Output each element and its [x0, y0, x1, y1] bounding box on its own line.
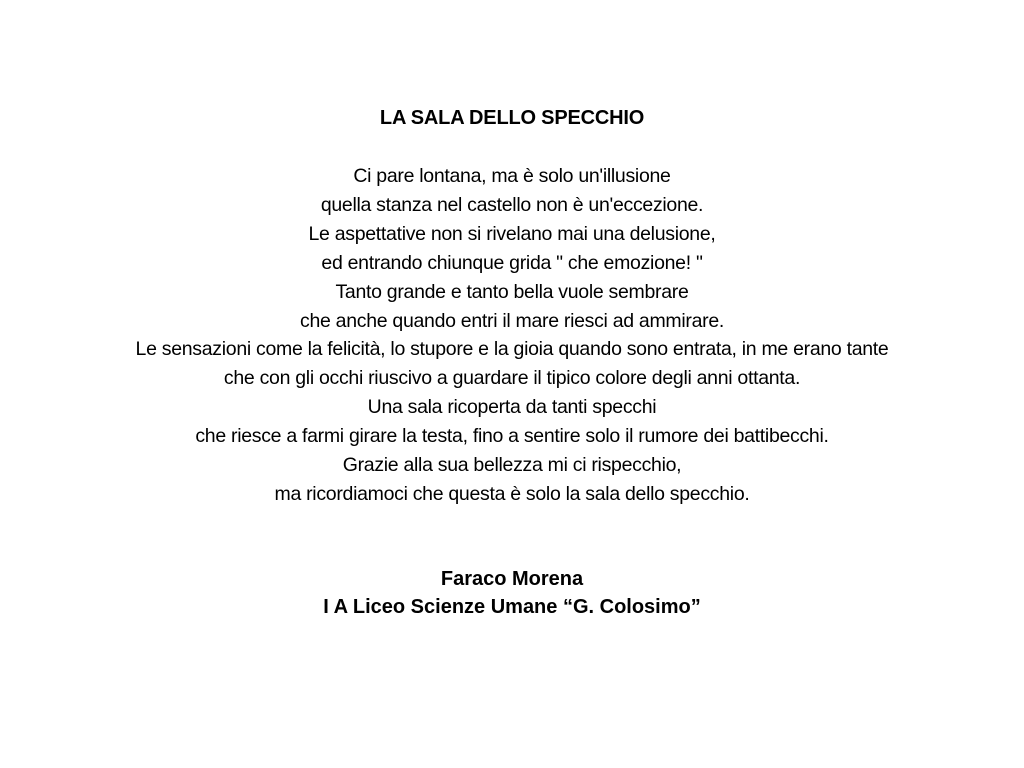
author-class: I A Liceo Scienze Umane “G. Colosimo”: [323, 596, 701, 618]
poem-body: [0, 162, 1024, 509]
poem-line: Le aspettative non si rivelano mai una delusione,: [308, 222, 716, 245]
poem-line: che con gli occhi riuscivo a guardare il tipico colore degli anni ottanta.: [223, 367, 801, 390]
poem-line: quella stanza nel castello non è un'eccezione.: [320, 193, 704, 216]
poem-line: Una sala ricoperta da tanti specchi: [367, 396, 657, 419]
poem-line: ma ricordiamoci che questa è solo la sala dello specchio.: [274, 482, 750, 505]
signature-block: [0, 565, 1024, 621]
poem-line: che riesce a farmi girare la testa, fino a sentire solo il rumore dei battibecchi.: [195, 425, 829, 448]
author-name: Faraco Morena: [440, 568, 584, 590]
poem-line: Ci pare lontana, ma è solo un'illusione: [353, 165, 671, 187]
poem-line: che anche quando entri il mare riesci ad ammirare.: [300, 309, 724, 332]
poem-title: LA SALA DELLO SPECCHIO: [379, 107, 645, 129]
poem-line: Le sensazioni come la felicità, lo stupore e la gioia quando sono entrata, in me erano tante: [135, 338, 889, 361]
poem-line: ed entrando chiunque grida " che emozione! ": [321, 251, 703, 274]
poem-line: Tanto grande e tanto bella vuole sembrare: [335, 280, 689, 303]
poem-line: Grazie alla sua bellezza mi ci rispecchio,: [342, 454, 682, 477]
